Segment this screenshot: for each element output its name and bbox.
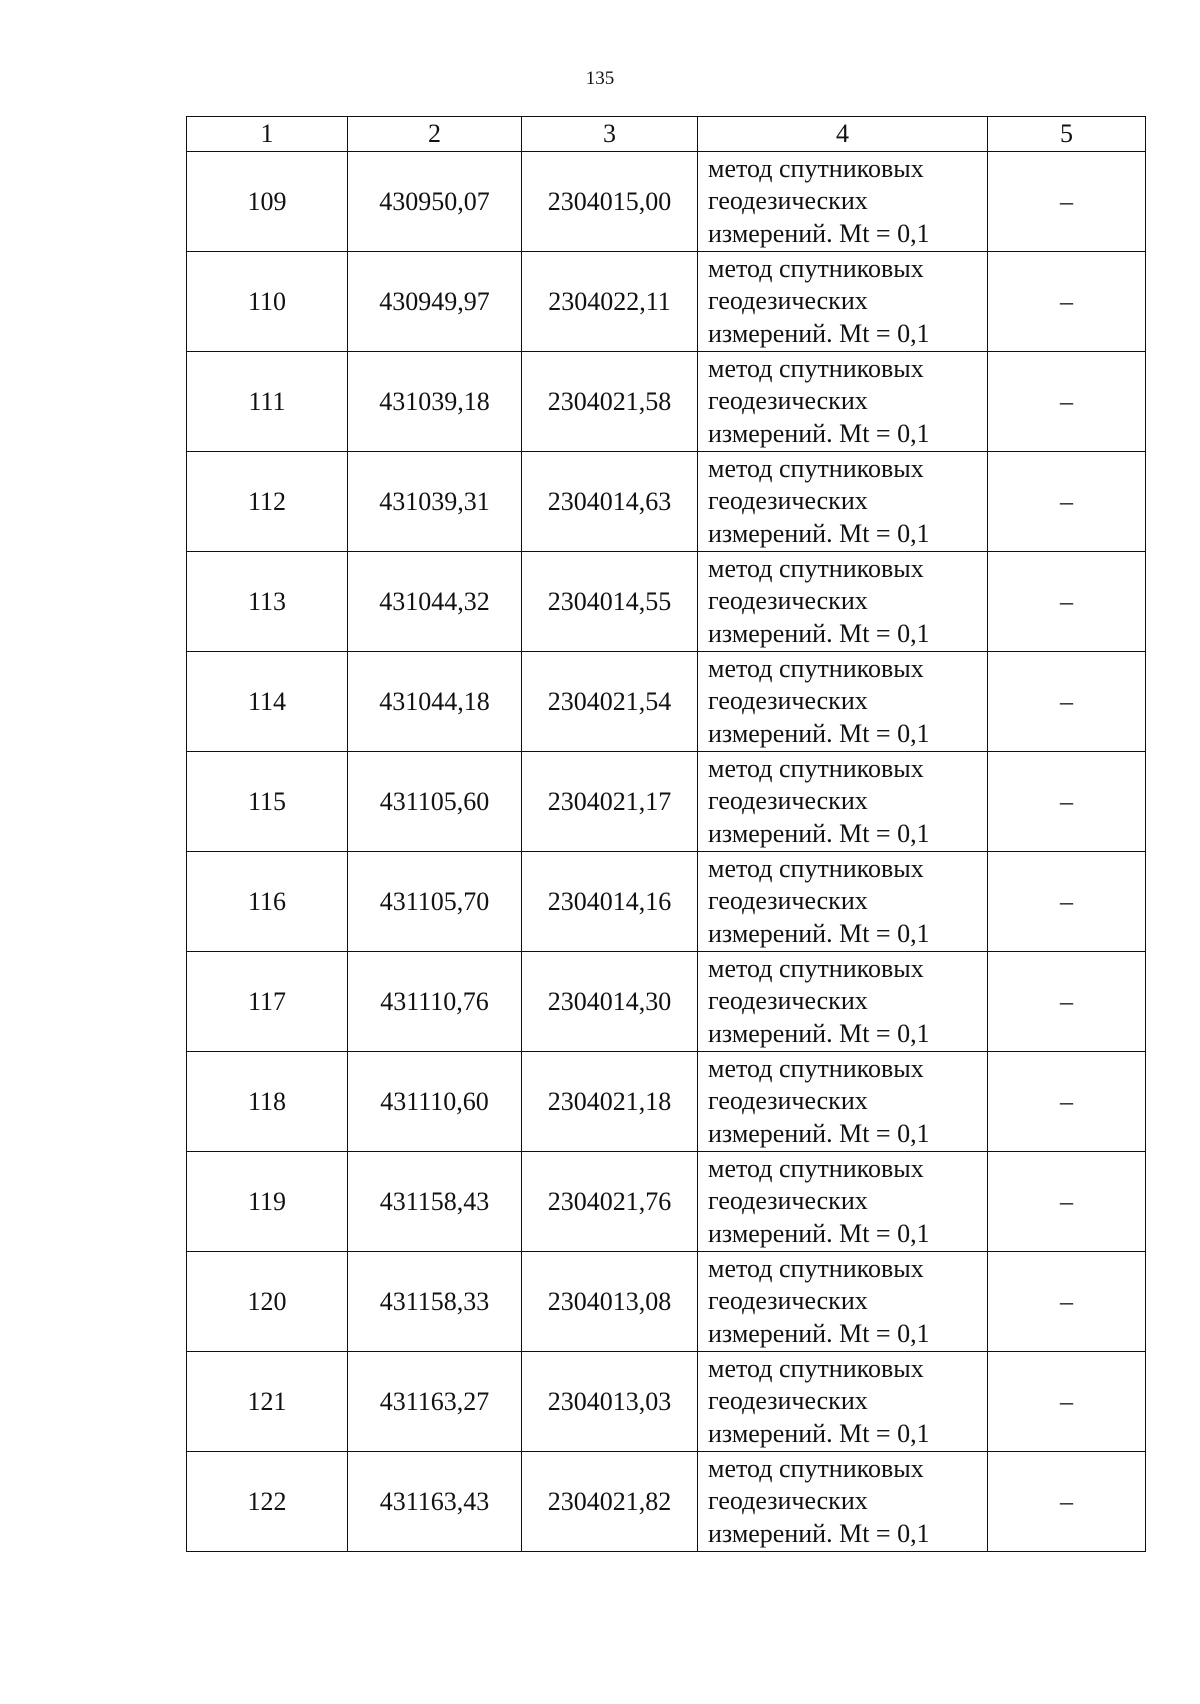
coordinate-y: 2304022,11 bbox=[522, 252, 698, 352]
coordinate-y: 2304021,82 bbox=[522, 1452, 698, 1552]
method-line: геодезических bbox=[708, 986, 868, 1016]
coordinate-x: 431039,18 bbox=[348, 352, 522, 452]
method-line: измерений. Mt = 0,1 bbox=[708, 1118, 930, 1148]
method-line: метод спутниковых bbox=[708, 1253, 924, 1283]
coordinates-table bbox=[186, 116, 1146, 1552]
method-description bbox=[698, 352, 988, 452]
method-line: измерений. Mt = 0,1 bbox=[708, 218, 930, 248]
method-line: метод спутниковых bbox=[708, 353, 924, 383]
coordinate-x: 431039,31 bbox=[348, 452, 522, 552]
method-line: геодезических bbox=[708, 1086, 868, 1116]
method-line: геодезических bbox=[708, 286, 868, 316]
coordinate-x: 431105,60 bbox=[348, 752, 522, 852]
header-col-3: 3 bbox=[522, 117, 698, 152]
method-description bbox=[698, 952, 988, 1052]
method-line: измерений. Mt = 0,1 bbox=[708, 918, 930, 948]
point-number: 116 bbox=[187, 852, 348, 952]
table-row bbox=[187, 752, 1146, 852]
method-line: геодезических bbox=[708, 1386, 868, 1416]
empty-mark: – bbox=[988, 1352, 1146, 1452]
method-line: измерений. Mt = 0,1 bbox=[708, 818, 930, 848]
method-line: измерений. Mt = 0,1 bbox=[708, 1018, 930, 1048]
coordinate-y: 2304021,18 bbox=[522, 1052, 698, 1152]
point-number: 122 bbox=[187, 1452, 348, 1552]
method-line: метод спутниковых bbox=[708, 1153, 924, 1183]
coordinate-y: 2304013,08 bbox=[522, 1252, 698, 1352]
method-line: метод спутниковых bbox=[708, 253, 924, 283]
method-line: измерений. Mt = 0,1 bbox=[708, 1218, 930, 1248]
method-description bbox=[698, 452, 988, 552]
method-description bbox=[698, 552, 988, 652]
point-number: 117 bbox=[187, 952, 348, 1052]
coordinate-x: 431044,18 bbox=[348, 652, 522, 752]
method-description bbox=[698, 252, 988, 352]
point-number: 113 bbox=[187, 552, 348, 652]
method-line: измерений. Mt = 0,1 bbox=[708, 1318, 930, 1348]
method-line: геодезических bbox=[708, 486, 868, 516]
table-row bbox=[187, 152, 1146, 252]
method-description bbox=[698, 652, 988, 752]
method-line: метод спутниковых bbox=[708, 853, 924, 883]
method-line: измерений. Mt = 0,1 bbox=[708, 618, 930, 648]
point-number: 119 bbox=[187, 1152, 348, 1252]
header-col-5: 5 bbox=[988, 117, 1146, 152]
empty-mark: – bbox=[988, 252, 1146, 352]
method-line: геодезических bbox=[708, 686, 868, 716]
point-number: 120 bbox=[187, 1252, 348, 1352]
coordinate-y: 2304014,30 bbox=[522, 952, 698, 1052]
method-description bbox=[698, 1352, 988, 1452]
point-number: 118 bbox=[187, 1052, 348, 1152]
coordinate-x: 430950,07 bbox=[348, 152, 522, 252]
method-line: метод спутниковых bbox=[708, 1353, 924, 1383]
empty-mark: – bbox=[988, 552, 1146, 652]
point-number: 112 bbox=[187, 452, 348, 552]
table-row bbox=[187, 552, 1146, 652]
coordinate-x: 431044,32 bbox=[348, 552, 522, 652]
method-line: метод спутниковых bbox=[708, 953, 924, 983]
coordinate-y: 2304014,16 bbox=[522, 852, 698, 952]
point-number: 121 bbox=[187, 1352, 348, 1452]
point-number: 109 bbox=[187, 152, 348, 252]
point-number: 115 bbox=[187, 752, 348, 852]
table-row bbox=[187, 352, 1146, 452]
method-description bbox=[698, 1252, 988, 1352]
table-row bbox=[187, 452, 1146, 552]
method-line: геодезических bbox=[708, 786, 868, 816]
empty-mark: – bbox=[988, 852, 1146, 952]
table-row bbox=[187, 1252, 1146, 1352]
coordinate-x: 431158,43 bbox=[348, 1152, 522, 1252]
coordinate-x: 431110,60 bbox=[348, 1052, 522, 1152]
method-line: метод спутниковых bbox=[708, 1453, 924, 1483]
table-row bbox=[187, 952, 1146, 1052]
coordinate-x: 431158,33 bbox=[348, 1252, 522, 1352]
coordinate-x: 431110,76 bbox=[348, 952, 522, 1052]
method-line: геодезических bbox=[708, 886, 868, 916]
method-description bbox=[698, 1452, 988, 1552]
coordinate-y: 2304013,03 bbox=[522, 1352, 698, 1452]
header-row bbox=[187, 117, 1146, 152]
coordinate-y: 2304021,58 bbox=[522, 352, 698, 452]
method-line: геодезических bbox=[708, 386, 868, 416]
method-line: геодезических bbox=[708, 586, 868, 616]
empty-mark: – bbox=[988, 1252, 1146, 1352]
empty-mark: – bbox=[988, 752, 1146, 852]
header-col-2: 2 bbox=[348, 117, 522, 152]
empty-mark: – bbox=[988, 952, 1146, 1052]
table-row bbox=[187, 1452, 1146, 1552]
method-line: геодезических bbox=[708, 186, 868, 216]
method-line: метод спутниковых bbox=[708, 453, 924, 483]
coordinate-x: 431105,70 bbox=[348, 852, 522, 952]
method-description bbox=[698, 152, 988, 252]
point-number: 110 bbox=[187, 252, 348, 352]
coordinate-y: 2304021,76 bbox=[522, 1152, 698, 1252]
table-row bbox=[187, 852, 1146, 952]
table-row bbox=[187, 1152, 1146, 1252]
method-line: измерений. Mt = 0,1 bbox=[708, 718, 930, 748]
method-line: геодезических bbox=[708, 1286, 868, 1316]
empty-mark: – bbox=[988, 1452, 1146, 1552]
point-number: 114 bbox=[187, 652, 348, 752]
coordinate-y: 2304015,00 bbox=[522, 152, 698, 252]
method-line: измерений. Mt = 0,1 bbox=[708, 1418, 930, 1448]
table-row bbox=[187, 1052, 1146, 1152]
coordinate-y: 2304021,17 bbox=[522, 752, 698, 852]
method-line: метод спутниковых bbox=[708, 753, 924, 783]
table-body bbox=[187, 152, 1146, 1552]
coordinate-x: 431163,27 bbox=[348, 1352, 522, 1452]
empty-mark: – bbox=[988, 452, 1146, 552]
coordinate-y: 2304021,54 bbox=[522, 652, 698, 752]
empty-mark: – bbox=[988, 652, 1146, 752]
method-line: геодезических bbox=[708, 1486, 868, 1516]
method-line: метод спутниковых bbox=[708, 653, 924, 683]
coordinate-y: 2304014,55 bbox=[522, 552, 698, 652]
table-header bbox=[187, 117, 1146, 152]
method-description bbox=[698, 852, 988, 952]
method-description bbox=[698, 752, 988, 852]
method-description bbox=[698, 1152, 988, 1252]
table-row bbox=[187, 652, 1146, 752]
point-number: 111 bbox=[187, 352, 348, 452]
empty-mark: – bbox=[988, 1052, 1146, 1152]
header-col-1: 1 bbox=[187, 117, 348, 152]
method-line: измерений. Mt = 0,1 bbox=[708, 318, 930, 348]
method-description bbox=[698, 1052, 988, 1152]
table-row bbox=[187, 1352, 1146, 1452]
method-line: измерений. Mt = 0,1 bbox=[708, 418, 930, 448]
method-line: измерений. Mt = 0,1 bbox=[708, 1518, 930, 1548]
method-line: геодезических bbox=[708, 1186, 868, 1216]
coordinate-x: 430949,97 bbox=[348, 252, 522, 352]
empty-mark: – bbox=[988, 152, 1146, 252]
method-line: метод спутниковых bbox=[708, 553, 924, 583]
coordinate-x: 431163,43 bbox=[348, 1452, 522, 1552]
method-line: метод спутниковых bbox=[708, 1053, 924, 1083]
empty-mark: – bbox=[988, 352, 1146, 452]
page-number: 135 bbox=[585, 68, 615, 89]
method-line: измерений. Mt = 0,1 bbox=[708, 518, 930, 548]
coordinate-y: 2304014,63 bbox=[522, 452, 698, 552]
empty-mark: – bbox=[988, 1152, 1146, 1252]
header-col-4: 4 bbox=[698, 117, 988, 152]
method-line: метод спутниковых bbox=[708, 153, 924, 183]
table-row bbox=[187, 252, 1146, 352]
